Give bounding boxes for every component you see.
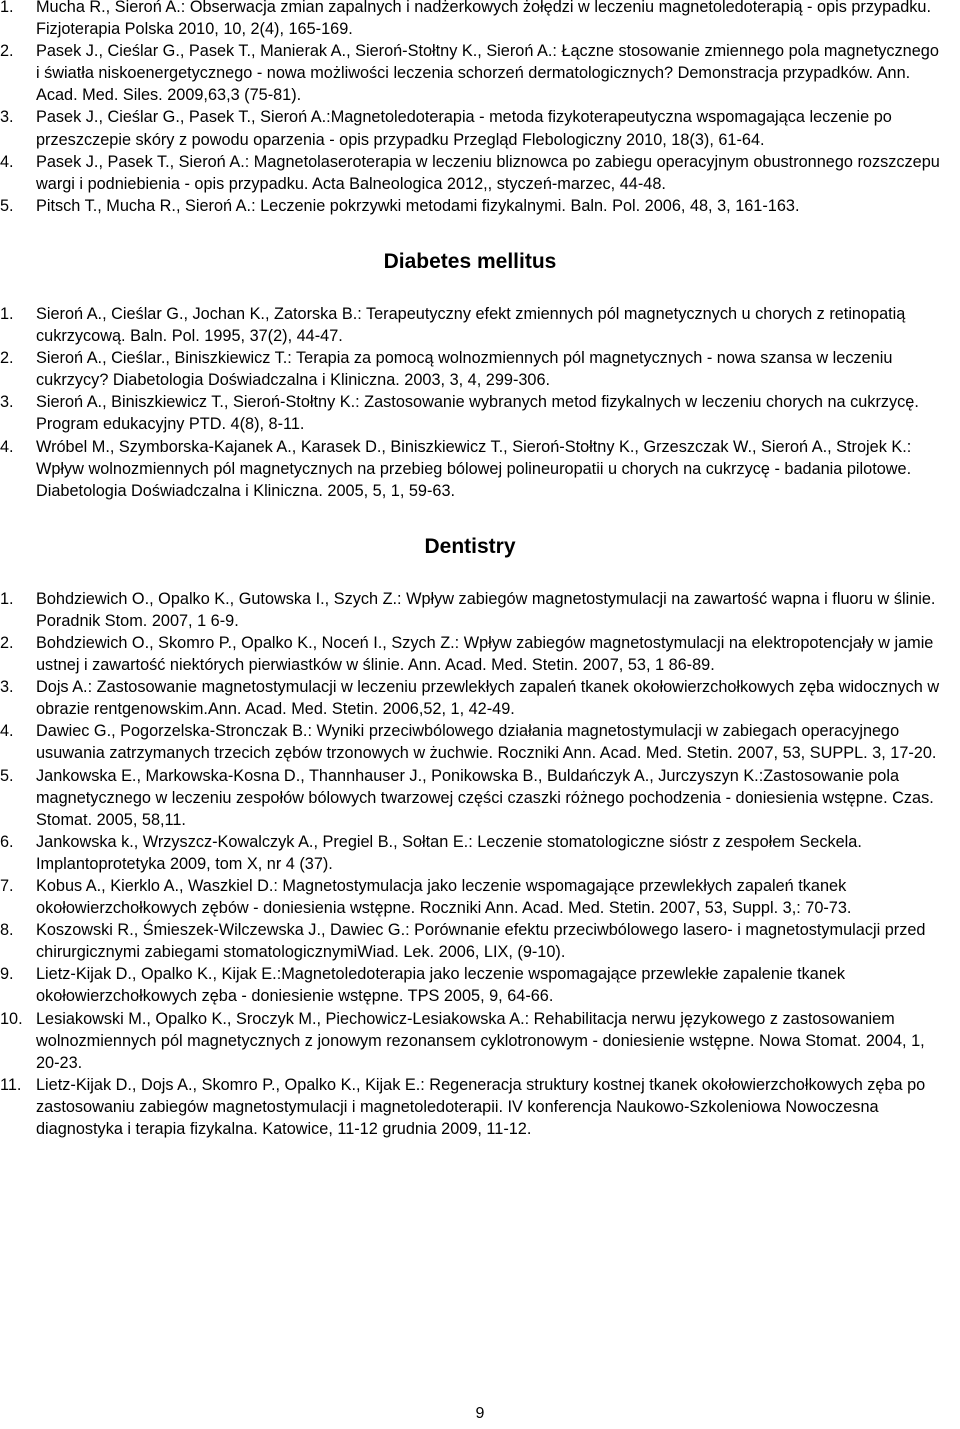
reference-number: 4. [0,152,14,171]
reference-text: Lietz-Kijak D., Opalko K., Kijak E.:Magnetoledoterapia jako leczenie wspomagające przewlekłe zapalenie tkanek okołowierzchołkowych zęba - doniesienie wstępne. TPS 2005, 9, 64-66. [36,965,846,1006]
page-number: 9 [475,1405,485,1422]
reference-number: 4. [0,437,14,456]
reference-item [0,106,940,150]
reference-text: Bohdziewich O., Opalko K., Gutowska I., Szych Z.: Wpływ zabiegów magnetostymulacji na zawartość wapna i fluoru w ślinie. Poradnik Stom. 2007, 1 6-9. [36,589,936,630]
reference-text: Jankowska k., Wrzyszcz-Kowalczyk A., Pregiel B., Sołtan E.: Leczenie stomatologiczne sióstr z zespołem Seckela. Implantoprotetyka 2009, tom X, nr 4 (37). [36,832,862,873]
section-heading: Diabetes mellitus [383,249,557,273]
reference-item [0,195,940,217]
reference-number: 5. [0,196,14,215]
reference-text: Dawiec G., Pogorzelska-Stronczak B.: Wyniki przeciwbólowego działania magnetostymulacji w zabiegach operacyjnego usuwania zatrzymanych trzecich zębów trzonowych w żuchwie. Roczniki Ann. Acad. Med. Stetin. 2007, 53, SUPPL. 3, 17-20. [36,722,937,763]
reference-text: Dojs A.: Zastosowanie magnetostymulacji w leczeniu przewlekłych zapaleń tkanek okołowierzchołkowych zęba widocznych w obrazie rentgenowskim.Ann. Acad. Med. Stetin. 2006,52, 1, 42-49. [36,678,940,719]
reference-number: 8. [0,921,14,940]
reference-number: 2. [0,349,14,368]
reference-number: 4. [0,722,14,741]
reference-text: Pitsch T., Mucha R., Sieroń A.: Leczenie pokrzywki metodami fizykalnymi. Baln. Pol. 2006, 48, 3, 161-163. [36,196,800,215]
section-diabetes [0,249,940,502]
reference-item [0,831,940,875]
reference-item [0,1074,940,1140]
reference-text: Kobus A., Kierklo A., Waszkiel D.: Magnetostymulacja jako leczenie wspomagające przewlekłych zapaleń tkanek okołowierzchołkowych zębów - doniesienia wstępne. Roczniki Ann. Acad. Med. Stetin. 2007, 53, Suppl. 3,: 70-73. [36,877,852,918]
reference-text: Lesiakowski M., Opalko K., Sroczyk M., Piechowicz-Lesiakowska A.: Rehabilitacja nerwu językowego z zastosowaniem wolnozmiennych pól magnetycznych z jonowym rezonansem cyklotronowym - doniesienie wstępne. Nowa Stomat. 2004, 1, 20-23. [36,1009,925,1072]
reference-item [0,963,940,1007]
reference-item [0,919,940,963]
reference-text: Pasek J., Pasek T., Sieroń A.: Magnetolaseroterapia w leczeniu bliznowca po zabiegu operacyjnym obustronnego rozszczepu wargi i podniebienia - opis przypadku. Acta Balneologica 2012,, styczeń-marzec, 44-48. [36,152,940,193]
reference-number: 7. [0,877,14,895]
reference-text: Pasek J., Cieślar G., Pasek T., Manierak A., Sieroń-Stołtny K., Sieroń A.: Łączne stosowanie zmiennego pola magnetycznego i światła niskoenergetycznego - nowa możliwości leczenia schorzeń dermatologicznych? Demonstracja przypadków. Ann. Acad. Med. Siles. 2009,63,3 (75-81). [36,42,939,105]
reference-number: 5. [0,766,14,785]
reference-text: Wróbel M., Szymborska-Kajanek A., Karasek D., Biniszkiewicz T., Sieroń-Stołtny K., Grzeszczak W., Sieroń A., Strojek K.: Wpływ wolnozmiennych pól magnetycznych na przebieg bólowej polineuropatii u chorych na cukrzycę - badania pilotowe. Diabetologia Doświadczalna i Kliniczna. 2005, 5, 1, 59-63. [36,437,912,500]
section-heading: Dentistry [424,534,516,558]
reference-number: 9. [0,965,14,984]
reference-number: 1. [0,589,14,608]
reference-text: Lietz-Kijak D., Dojs A., Skomro P., Opalko K., Kijak E.: Regeneracja struktury kostnej tkanek okołowierzchołkowych zęba po zastosowaniu zabiegów magnetostymulacji i magnetoledoterapii. IV konferencja Naukowo-Szkoleniowa Nowoczesna diagnostyka i terapia fizykalna. Katowice, 11-12 grudnia 2009, 11-12. [36,1075,926,1139]
reference-text: Sieroń A., Cieślar G., Jochan K., Zatorska B.: Terapeutyczny efekt zmiennych pól magnetycznych u chorych z retinopatią cukrzycową. Baln. Pol. 1995, 37(2), 44-47. [36,304,906,346]
section-dentistry [0,534,940,1140]
reference-item [0,40,940,106]
reference-text: Koszowski R., Śmieszek-Wilczewska J., Dawiec G.: Porównanie efektu przeciwbólowego lasero- i magnetostymulacji przed chirurgicznymi zabiegami stomatologicznymiWiad. Lek. 2006, LIX, (9-10). [36,921,926,962]
reference-item [0,676,940,720]
reference-text: Sieroń A., Cieślar., Biniszkiewicz T.: Terapia za pomocą wolnozmiennych pól magnetycznych - nowa szansa w leczeniu cukrzycy? Diabetologia Doświadczalna i Kliniczna. 2003, 3, 4, 299-306. [36,349,893,390]
reference-item [0,347,940,391]
reference-text: Jankowska E., Markowska-Kosna D., Thannhauser J., Ponikowska B., Buldańczyk A., Jurczyszyn K.:Zastosowanie pola magnetycznego w leczeniu zespołów bólowych twarzowej części czaszki różnego pochodzenia - doniesienia wstępne. Czas. Stomat. 2005, 58,11. [36,766,934,829]
reference-number: 11. [0,1075,22,1094]
reference-number: 2. [0,633,14,652]
reference-item [0,588,940,632]
section-continuation [0,0,940,217]
reference-number: 10. [0,1009,23,1028]
reference-item [0,632,940,676]
reference-number: 1. [0,304,14,323]
reference-item [0,391,940,435]
reference-text: Sieroń A., Biniszkiewicz T., Sieroń-Stołtny K.: Zastosowanie wybranych metod fizykalnych w leczeniu chorych na cukrzycę. Program edukacyjny PTD. 4(8), 8-11. [36,393,919,434]
reference-number: 3. [0,393,14,412]
reference-item [0,765,940,831]
reference-item [0,151,940,195]
reference-number: 3. [0,678,14,697]
reference-text: Mucha R., Sieroń A.: Obserwacja zmian zapalnych i nadżerkowych żołędzi w leczeniu magnetoledoterapią - opis przypadku. Fizjoterapia Polska 2010, 10, 2(4), 165-169. [36,0,932,39]
reference-number: 6. [0,832,14,851]
reference-number: 3. [0,108,14,127]
reference-item [0,0,940,40]
reference-item [0,303,940,347]
reference-text: Bohdziewich O., Skomro P., Opalko K., Noceń I., Szych Z.: Wpływ zabiegów magnetostymulacji na elektropotencjały w jamie ustnej i zawartość niektórych pierwiastków w ślinie. Ann. Acad. Med. Stetin. 2007, 53, 1 86-89. [36,633,934,675]
reference-item [0,720,940,764]
reference-item [0,1008,940,1074]
reference-item [0,875,940,919]
reference-item [0,436,940,502]
reference-text: Pasek J., Cieślar G., Pasek T., Sieroń A.:Magnetoledoterapia - metoda fizykoterapeutyczna wspomagająca leczenie po przeszczepie skóry z powodu oparzenia - opis przypadku Przegląd Flebologiczny 2010, 18(3), 61-64. [36,108,892,149]
reference-number: 2. [0,42,14,61]
reference-number: 1. [0,0,14,16]
